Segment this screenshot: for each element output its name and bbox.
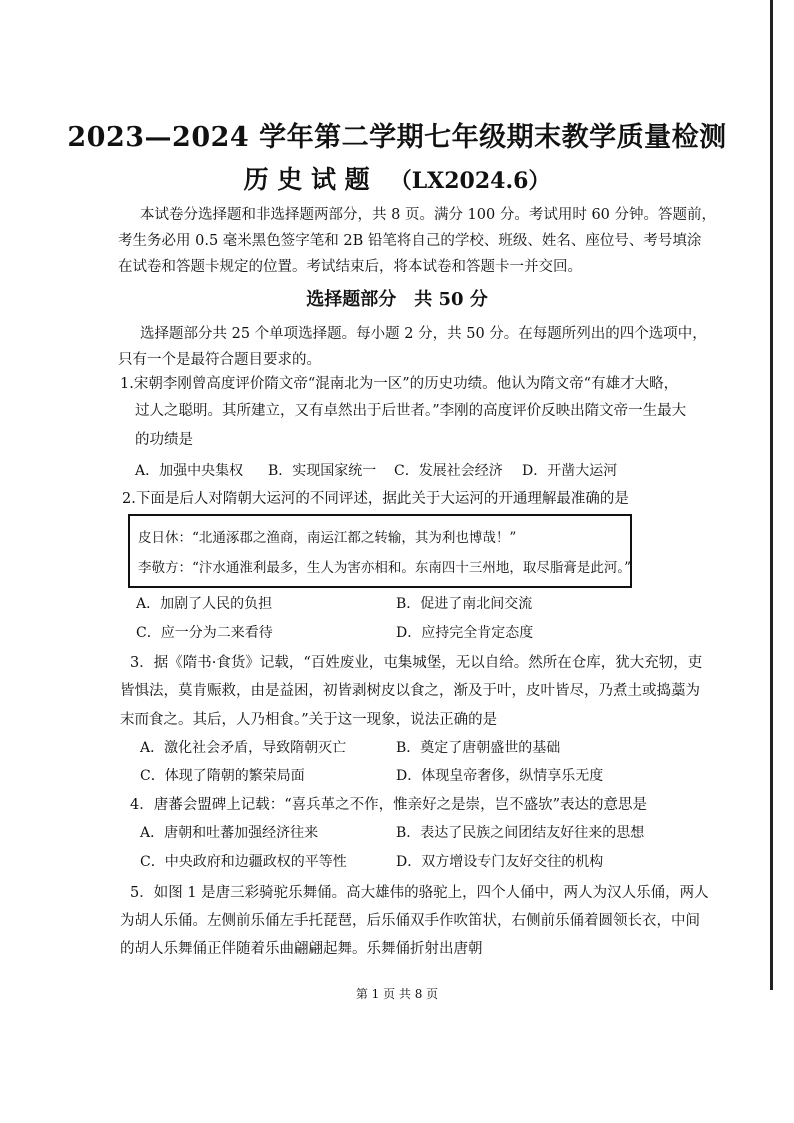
question-2-stem: 2.下面是后人对隋朝大运河的不同评述，据此关于大运河的开通理解最准确的是 [122, 491, 629, 507]
question-4-option-d[interactable]: D．双方增设专门友好交往的机构 [396, 854, 604, 870]
subject-name: 历 史 试 题 [243, 165, 370, 194]
question-1-stem: 1.宋朝李刚曾高度评价隋文帝“混南北为一区”的历史功绩。他认为隋文帝“有雄才大略， [120, 376, 679, 392]
quote-line: 李敬方：“汴水通淮利最多，生人为害亦相和。东南四十三州地，取尽脂膏是此河。” [138, 560, 632, 576]
quote-line: 皮日休：“北通涿郡之渔商，南运江都之转输，其为利也博哉！” [138, 530, 517, 546]
instruction-line: 本试卷分选择题和非选择题两部分，共 8 页。满分 100 分。考试用时 60 分钟。答题前， [140, 207, 717, 223]
question-3-option-d[interactable]: D．体现皇帝奢侈，纵情享乐无度 [396, 768, 604, 784]
question-1-stem: 过人之聪明。其所建立，又有卓然出于后世者。”李刚的高度评价反映出隋文帝一生最大 [135, 403, 687, 419]
question-3-option-a[interactable]: A．激化社会矛盾，导致隋朝灭亡 [140, 740, 347, 756]
question-4-stem: 4．唐蕃会盟碑上记载：“喜兵革之不作，惟亲好之是崇，岂不盛欤”表达的意思是 [130, 797, 648, 813]
section-title: 选择题部分 共 50 分 [306, 289, 488, 310]
question-4-option-b[interactable]: B．表达了民族之间团结友好往来的思想 [396, 825, 645, 841]
instruction-line: 在试卷和答题卡规定的位置。考试结束后，将本试卷和答题卡一并交回。 [118, 259, 582, 275]
question-2-option-b[interactable]: B．促进了南北间交流 [396, 596, 533, 612]
question-3-option-c[interactable]: C．体现了隋朝的繁荣局面 [140, 768, 305, 784]
question-1-option-a[interactable]: A．加强中央集权 [135, 463, 244, 479]
question-4-option-c[interactable]: C．中央政府和边疆政权的平等性 [140, 854, 347, 870]
question-1-stem: 的功绩是 [135, 432, 193, 448]
question-2-option-d[interactable]: D．应持完全肯定态度 [396, 625, 534, 641]
question-1-option-d[interactable]: D．开凿大运河 [522, 463, 618, 479]
question-4-option-a[interactable]: A．唐朝和吐蕃加强经济往来 [140, 825, 319, 841]
page-footer: 第 1 页 共 8 页 [355, 987, 439, 1001]
exam-code: （LX2024.6） [389, 168, 551, 194]
instruction-line: 考生务必用 0.5 毫米黑色签字笔和 2B 铅笔将自己的学校、班级、姓名、座位号、考号填涂 [118, 233, 702, 249]
question-3-stem: 3．据《隋书·食货》记载，“百姓废业，屯集城堡，无以自给。然所在仓库，犹大充牣，吏 [130, 655, 703, 671]
scan-edge [770, 0, 773, 990]
quote-box [128, 514, 632, 588]
question-5-stem: 的胡人乐舞俑正伴随着乐曲翩翩起舞。乐舞俑折射出唐朝 [120, 941, 483, 957]
question-3-stem: 末而食之。其后，人乃相食。”关于这一现象，说法正确的是 [120, 712, 498, 728]
exam-title: 2023—2024 学年第二学期七年级期末教学质量检测 [67, 122, 727, 153]
question-5-stem: 5．如图 1 是唐三彩骑驼乐舞俑。高大雄伟的骆驼上，四个人俑中，两人为汉人乐俑，两人 [130, 885, 709, 901]
question-1-option-b[interactable]: B．实现国家统一 [268, 463, 377, 479]
question-2-option-c[interactable]: C．应一分为二来看待 [136, 625, 273, 641]
subject-title [0, 160, 794, 196]
section-desc: 选择题部分共 25 个单项选择题。每小题 2 分，共 50 分。在每题所列出的四个选项中， [140, 326, 707, 342]
question-2-option-a[interactable]: A．加剧了人民的负担 [136, 596, 273, 612]
section-desc: 只有一个是最符合题目要求的。 [118, 352, 321, 368]
question-3-stem: 皆惧法，莫肯赈救，由是益困，初皆剥树皮以食之，渐及于叶，皮叶皆尽，乃煮土或捣藁为 [120, 683, 700, 699]
question-5-stem: 为胡人乐俑。左侧前乐俑左手托琵琶，后乐俑双手作吹笛状，右侧前乐俑着圆领长衣，中间 [120, 913, 700, 929]
question-3-option-b[interactable]: B．奠定了唐朝盛世的基础 [396, 740, 561, 756]
question-1-option-c[interactable]: C．发展社会经济 [394, 463, 503, 479]
